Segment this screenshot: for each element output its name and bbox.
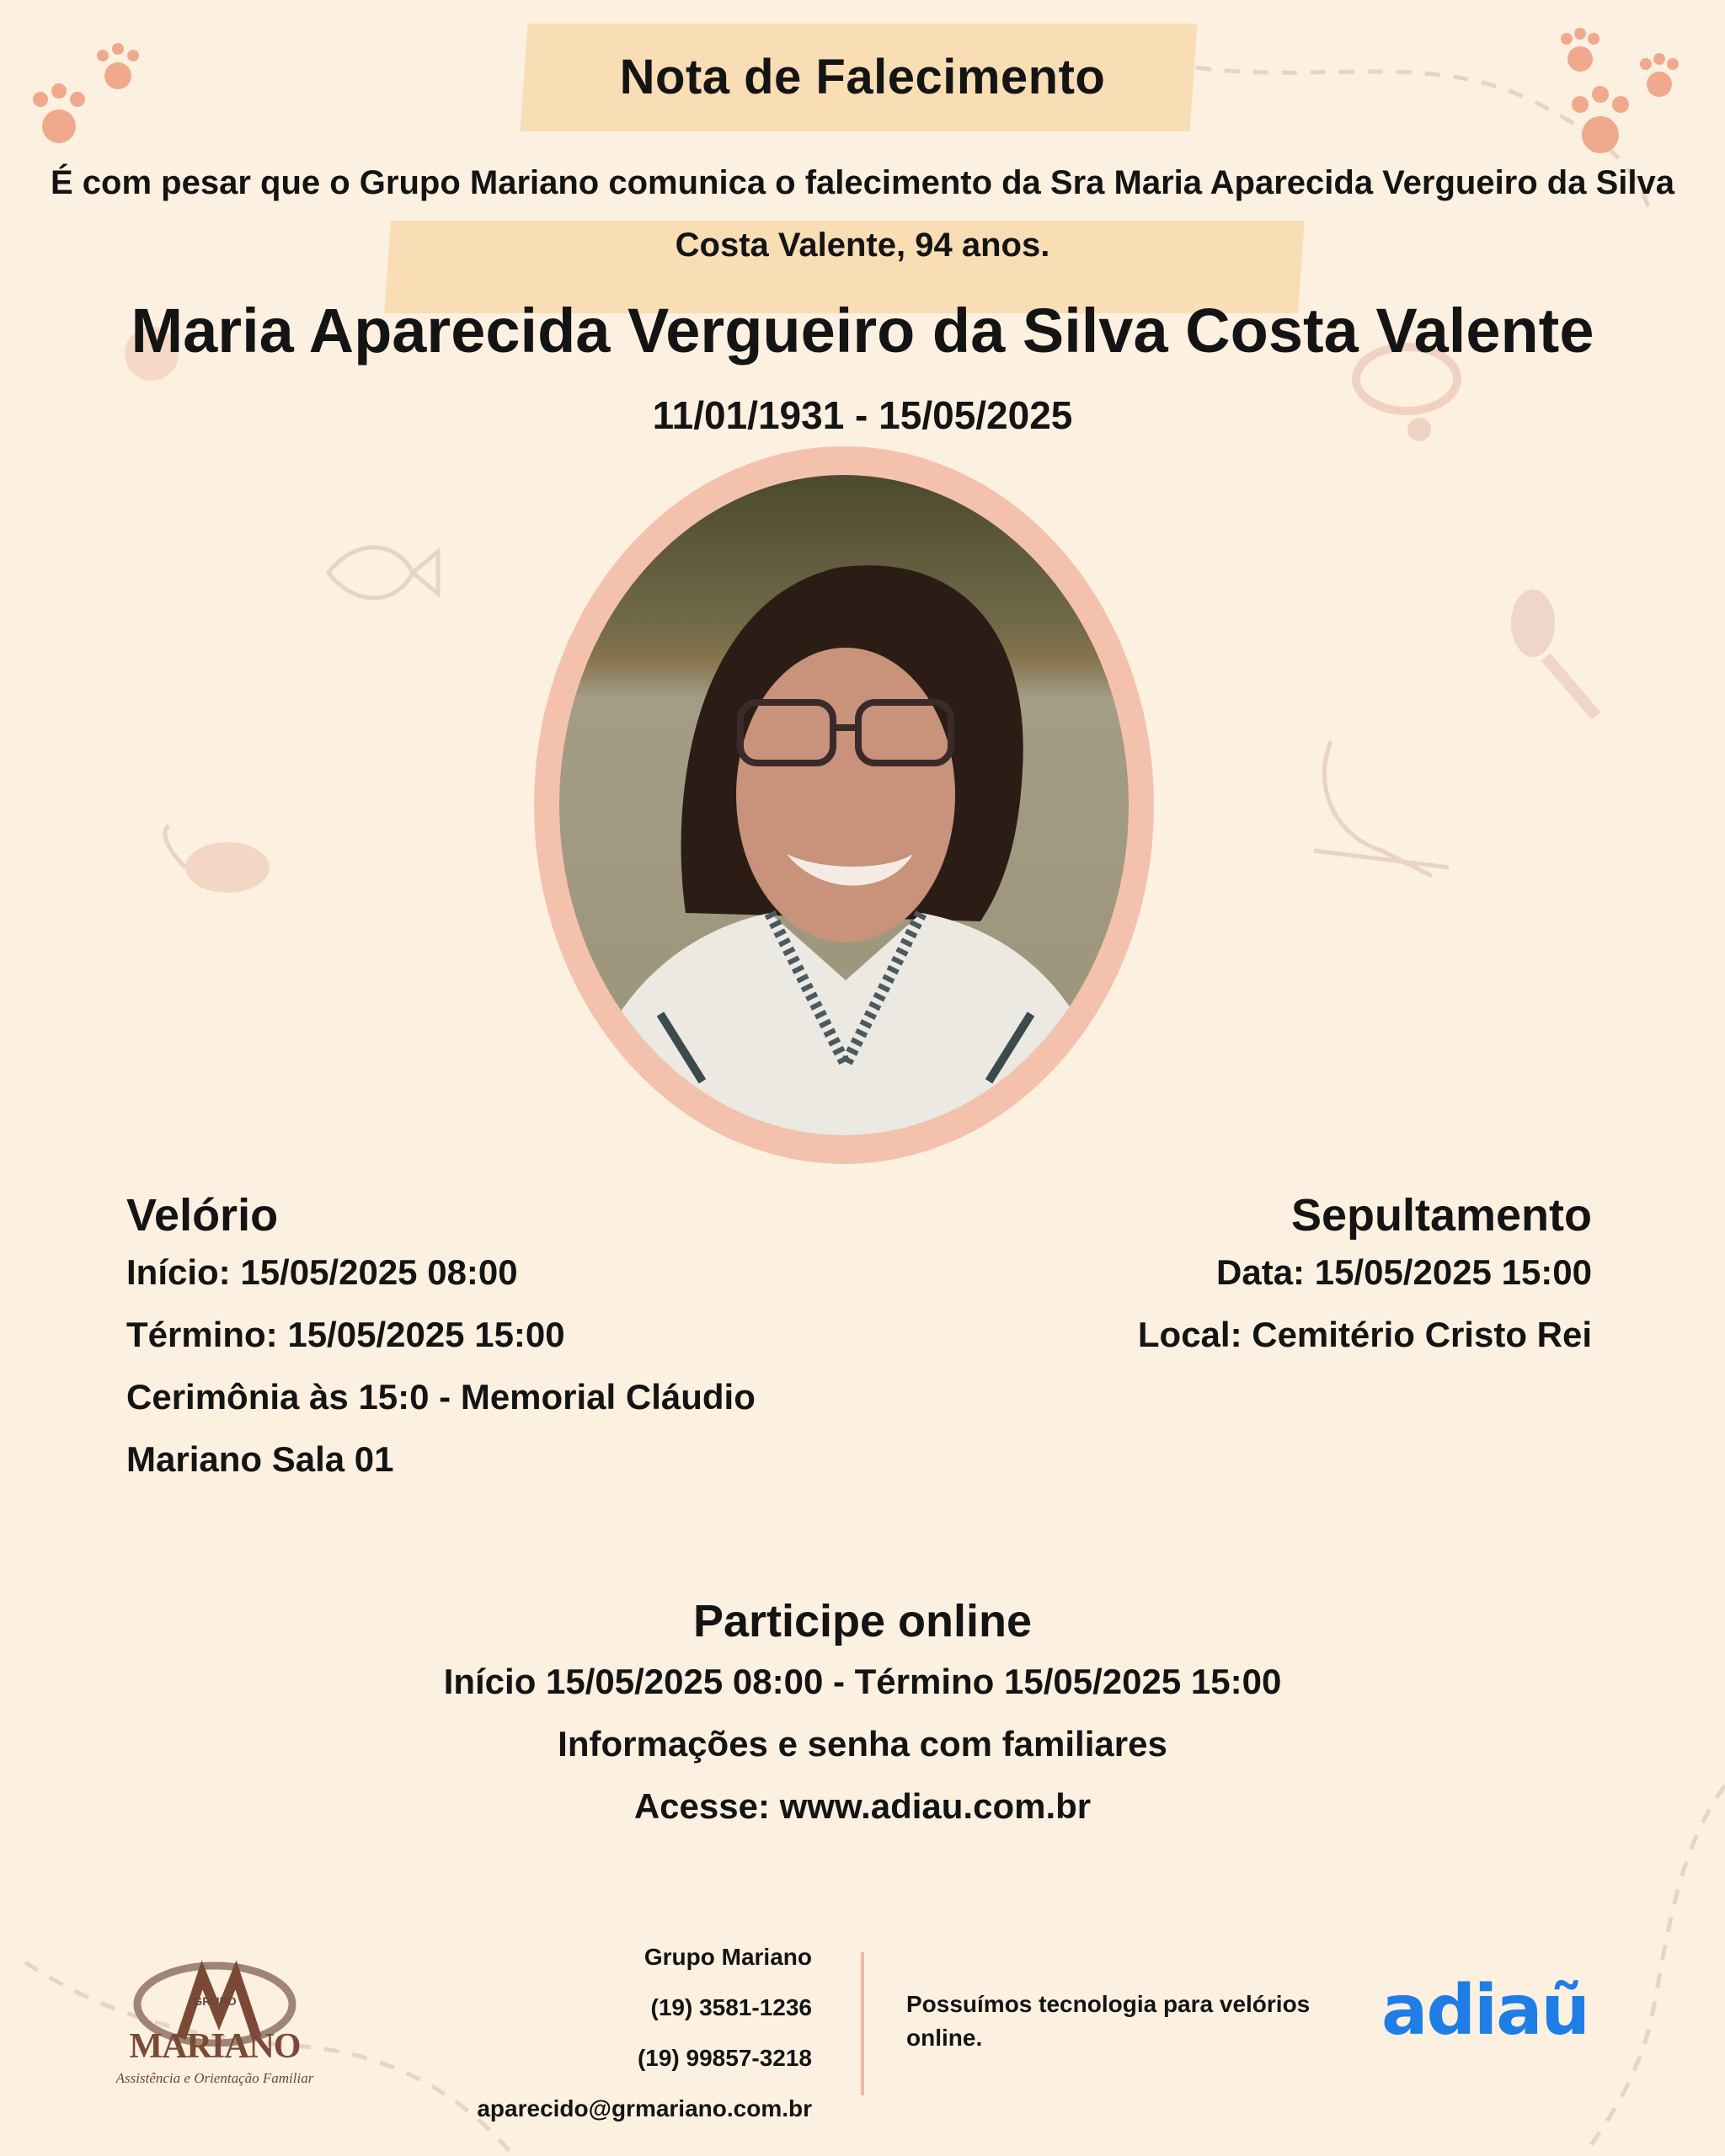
portrait-photo bbox=[559, 475, 1129, 1135]
intro-text: É com pesar que o Grupo Mariano comunica o falecimento da Sra Maria Aparecida Vergueiro da Silva Costa Valente, 94 anos. bbox=[51, 164, 1674, 264]
fish-icon bbox=[328, 547, 438, 598]
phone-1[interactable]: (19) 3581-1236 bbox=[650, 1994, 812, 2020]
velorio-title: Velório bbox=[126, 1190, 279, 1241]
phone-2[interactable]: (19) 99857-3218 bbox=[637, 2045, 812, 2071]
life-dates: 11/01/1931 - 15/05/2025 bbox=[652, 393, 1073, 437]
deceased-name: Maria Aparecida Vergueiro da Silva Costa Valente bbox=[131, 296, 1594, 366]
brush-icon bbox=[1511, 590, 1596, 716]
velorio-sala: Mariano Sala 01 bbox=[126, 1439, 394, 1479]
parakeet-icon bbox=[1314, 741, 1449, 876]
velorio-cerimonia: Cerimônia às 15:0 - Memorial Cláudio bbox=[126, 1377, 756, 1417]
velorio-termino: Término: 15/05/2025 15:00 bbox=[126, 1315, 565, 1354]
online-link[interactable]: Acesse: www.adiau.com.br bbox=[633, 1786, 1092, 1826]
velorio-inicio: Início: 15/05/2025 08:00 bbox=[126, 1252, 518, 1292]
logo-tagline: Assistência e Orientação Familiar bbox=[115, 2070, 314, 2086]
email-link[interactable]: aparecido@grmariano.com.br bbox=[477, 2095, 812, 2121]
grupo-mariano-logo bbox=[101, 1954, 328, 2097]
logo-wordmark: MARIANO bbox=[129, 2027, 301, 2066]
online-title: Participe online bbox=[692, 1596, 1033, 1646]
contact-block bbox=[455, 1932, 812, 2134]
adiau-wordmark: adiaũ bbox=[1381, 1971, 1589, 2051]
sepultamento-data: Data: 15/05/2025 15:00 bbox=[1216, 1252, 1592, 1292]
sepultamento-title: Sepultamento bbox=[1290, 1190, 1592, 1241]
company-name: Grupo Mariano bbox=[644, 1944, 812, 1970]
page-title: Nota de Falecimento bbox=[619, 50, 1106, 104]
sepultamento-local: Local: Cemitério Cristo Rei bbox=[1137, 1315, 1592, 1354]
online-horario: Início 15/05/2025 08:00 - Término 15/05/2025 15:00 bbox=[443, 1662, 1282, 1701]
velorio-section bbox=[126, 1189, 800, 1491]
online-info: Informações e senha com familiares bbox=[558, 1724, 1167, 1764]
footer-divider bbox=[861, 1952, 864, 2095]
online-section bbox=[0, 1592, 1725, 1838]
mouse-toy-icon bbox=[165, 825, 270, 893]
sepultamento-section bbox=[1011, 1189, 1592, 1366]
logo-small-text: GRUPO bbox=[193, 1994, 237, 2008]
adiau-logo bbox=[1381, 1971, 1634, 2063]
tech-note: Possuímos tecnologia para velórios online. bbox=[906, 1991, 1311, 2051]
